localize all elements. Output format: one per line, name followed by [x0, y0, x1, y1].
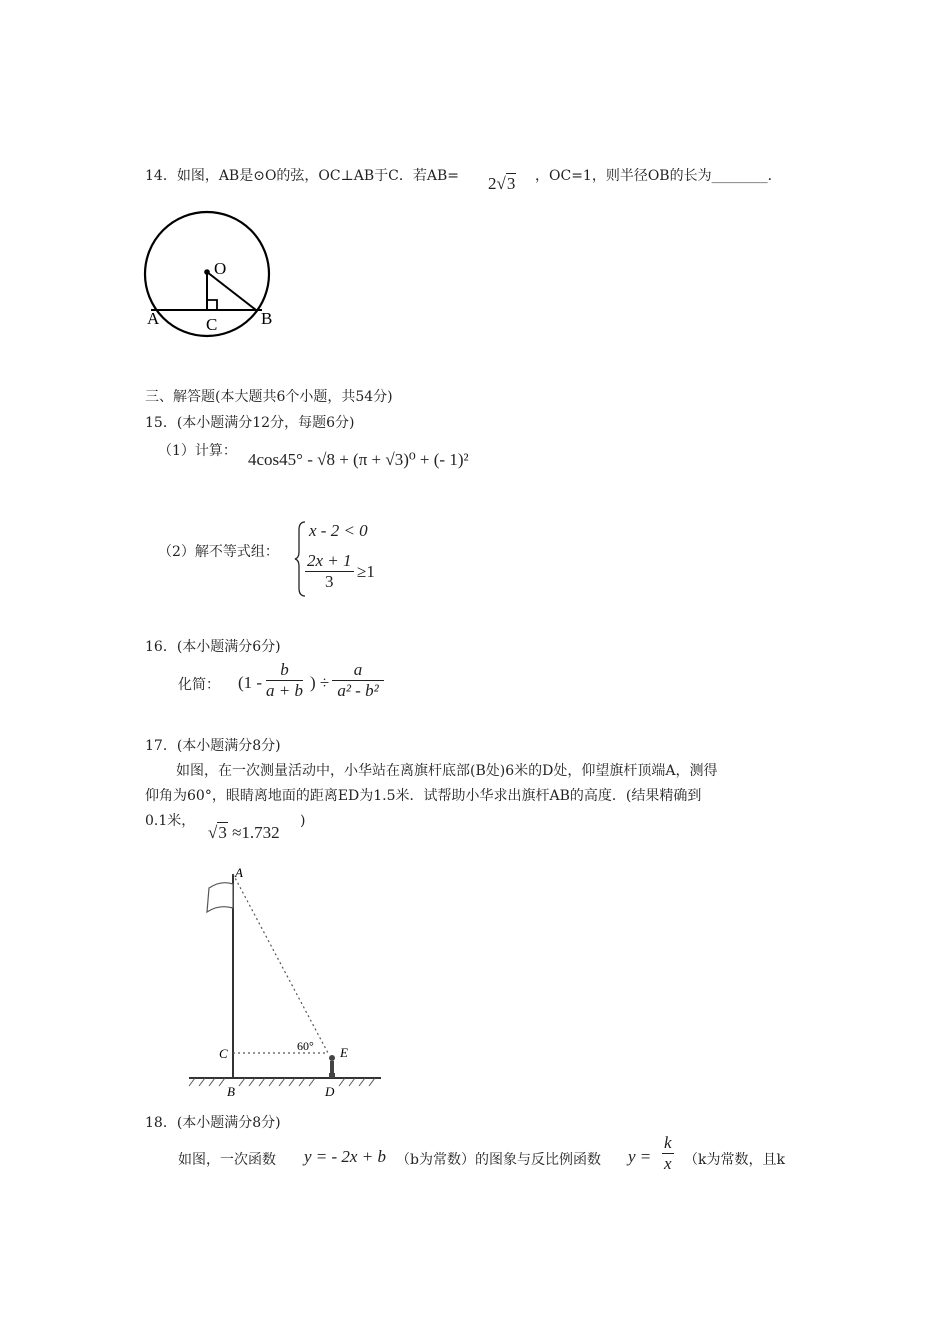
- label-o: O: [214, 259, 227, 278]
- q16-frac2-num: a: [332, 660, 384, 681]
- q14-circle-figure: [140, 210, 290, 340]
- fig-label-a: A: [235, 865, 243, 880]
- flag: [207, 883, 233, 912]
- q16-label: 化简：: [178, 677, 220, 693]
- q18-inverse-fraction: [662, 1133, 674, 1174]
- q16-frac1-num: b: [266, 660, 303, 681]
- section3-heading: 三、解答题(本大题共6个小题，共54分): [145, 389, 393, 405]
- sight-line: [233, 874, 328, 1053]
- q18-text2: （b为常数）的图象与反比例函数: [396, 1152, 601, 1168]
- label-c: C: [206, 315, 218, 334]
- q17-approx: √3 ≈1.732: [208, 823, 280, 842]
- q14-text-before: 14．如图，AB是⊙O的弦，OC⊥AB于C．若AB=: [145, 168, 460, 184]
- q16-frac2-den: a² - b²: [337, 681, 379, 700]
- q16-open: (1 -: [238, 673, 263, 692]
- q16-divide: ) ÷: [310, 673, 330, 692]
- fig-label-d: D: [325, 1084, 335, 1099]
- q17-approx-radicand: 3: [218, 823, 227, 842]
- q14-ab-coeff: 2: [488, 174, 497, 193]
- q18-inv-num: k: [664, 1133, 672, 1152]
- q17-close-paren: ): [300, 813, 306, 829]
- q18-text3: （k为常数，且k: [684, 1152, 785, 1168]
- q17-approx-value: ≈1.732: [232, 823, 280, 842]
- q17-header: 17．(本小题满分8分): [145, 738, 281, 754]
- fig-label-b: B: [227, 1084, 235, 1099]
- q18-text1: 如图，一次函数: [178, 1152, 276, 1168]
- q15-part1-expression: 4cos45° - √8 + (π + √3)⁰ + (- 1)²: [248, 450, 469, 469]
- q18-inverse-lhs: y =: [628, 1147, 652, 1166]
- q15-part2-label: （2）解不等式组：: [158, 544, 279, 560]
- fig-label-c: C: [219, 1046, 228, 1061]
- q14-ab-value: 2√3: [488, 174, 516, 193]
- q16-header: 16．(本小题满分6分): [145, 639, 281, 655]
- q17-line1: 如图，在一次测量活动中，小华站在离旗杆底部(B处)6米的D处，仰望旗杆顶端A，测得: [176, 763, 718, 779]
- q15-part2-ineq1: x - 2 < 0: [309, 521, 368, 540]
- q14-ab-radicand: 3: [506, 174, 516, 193]
- q15-part1-label: （1）计算：: [158, 443, 237, 459]
- q17-flagpole-figure: [185, 860, 385, 1100]
- q15-header: 15．(本小题满分12分，每题6分): [145, 415, 355, 431]
- q18-linear-function: y = - 2x + b: [304, 1147, 386, 1166]
- q18-inv-den: x: [664, 1154, 672, 1173]
- fig-label-e: E: [340, 1045, 348, 1060]
- label-a: A: [147, 309, 160, 328]
- center-dot: [204, 269, 210, 275]
- right-angle-mark: [207, 300, 217, 310]
- q16-frac1-den: a + b: [266, 681, 303, 700]
- person-icon: [329, 1055, 335, 1078]
- q16-fraction1: [266, 660, 303, 701]
- q14-text-after: ，OC=1，则半径OB的长为________．: [535, 168, 782, 184]
- q18-header: 18．(本小题满分8分): [145, 1115, 281, 1131]
- q15-part2-relation: ≥1: [357, 562, 375, 581]
- q17-line3: 0.1米，: [145, 813, 196, 829]
- ground-hatch: [189, 1078, 375, 1086]
- q15-part2-fraction: [305, 551, 354, 592]
- q17-line2: 仰角为60°，眼睛离地面的距离ED为1.5米．试帮助小华求出旗杆AB的高度．(结果精确到: [145, 788, 702, 804]
- q15-part2-frac-num: 2x + 1: [307, 551, 352, 570]
- q15-part2-frac-den: 3: [325, 572, 334, 591]
- q16-fraction2: [332, 660, 384, 701]
- label-b: B: [261, 309, 273, 328]
- fig-angle-label: 60°: [297, 1039, 314, 1053]
